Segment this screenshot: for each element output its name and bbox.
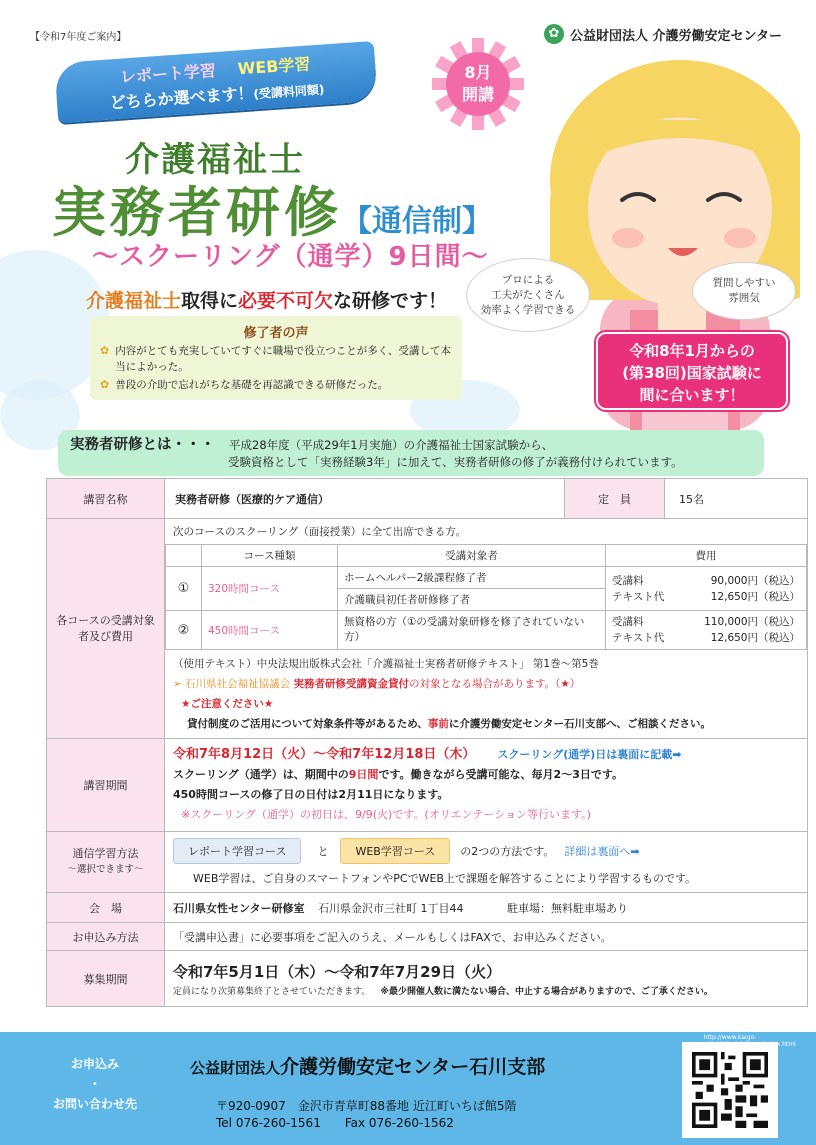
footer-org-prefix: 公益財団法人 xyxy=(190,1059,281,1077)
voice-item xyxy=(100,377,452,393)
venue-label: 会 場 xyxy=(47,893,165,923)
bubble-line: 効率よく学習できる xyxy=(480,303,576,316)
fee-value: 90,000円（税込） xyxy=(710,574,800,587)
report-course-chip: レポート学習コース xyxy=(173,838,301,864)
org-logo-text: 公益財団法人 介護労働安定センター xyxy=(569,28,782,44)
loan-highlight: 実務者研修受講資金貸付 xyxy=(293,678,409,690)
title-line1: 介護福祉士 xyxy=(125,140,305,180)
col-fee: 費用 xyxy=(606,545,807,567)
period-line3: 450時間コースの修了日の日付は2月11日になります。 xyxy=(173,788,449,801)
footer-inquiry: お問い合わせ先 xyxy=(52,1097,137,1111)
footer-contact xyxy=(216,1098,517,1132)
course-target: 介護職員初任者研修修了者 xyxy=(338,589,606,611)
voice-text: 普段の介助で忘れがちな基礎を再認識できる研修だった。 xyxy=(115,379,389,391)
leaf-mark-icon: ✿ xyxy=(544,24,564,44)
method-and: と xyxy=(317,845,329,858)
exam-eligibility-badge xyxy=(596,332,788,410)
bubble-line: 雰囲気 xyxy=(728,292,760,304)
apply-label: お申込み方法 xyxy=(47,923,165,951)
course-number: ② xyxy=(166,611,202,650)
footer-apply: お申込み xyxy=(70,1057,119,1071)
tagline-part: 必要不可欠 xyxy=(238,290,334,312)
venue-address: 石川県金沢市三社町 1丁目44 xyxy=(318,901,464,915)
method-detail-link[interactable]: 詳細は裏面へ➡ xyxy=(564,845,640,858)
course-fee-table xyxy=(165,544,807,650)
bubble-line: 工夫がたくさん xyxy=(491,288,565,301)
method-label-sub: ～選択できます～ xyxy=(67,864,144,875)
exam-line: (第38回)国家試験に xyxy=(622,364,762,382)
textbook-info: （使用テキスト）中央法規出版株式会社「介護福祉士実務者研修テキスト」 第1巻～第5巻 xyxy=(173,658,599,670)
tagline-part: な研修です！ xyxy=(333,290,448,312)
fee-value: 12,650円（税込） xyxy=(710,632,800,644)
what-is-label: 実務者研修とは・・・ xyxy=(70,437,215,453)
capacity-value: 15名 xyxy=(665,479,808,519)
period-line2: です。働きながら受講可能な、毎月2～3日です。 xyxy=(378,768,623,781)
what-is-line2: 受験資格として「実務経験3年」に加えて、実務者研修の修了が義務付けられています。 xyxy=(228,455,683,469)
recruit-note: 定員になり次第募集終了とさせていただきます。 xyxy=(173,986,371,997)
org-logo xyxy=(544,24,782,44)
course-target: 無資格の方（①の受講対象研修を修了されていない方） xyxy=(338,611,606,650)
contact-footer xyxy=(0,1032,816,1145)
course-type-name: 320時間コース xyxy=(202,567,338,611)
what-is-line1: 平成28年度（平成29年1月実施）の介護福祉士国家試験から、 xyxy=(229,438,554,452)
start-month-badge xyxy=(432,38,524,130)
fee-label: テキスト代 xyxy=(612,632,665,644)
caution-text: 貸付制度のご活用について対象条件等があるため、 xyxy=(187,718,428,730)
caution-heading: ★ご注意ください★ xyxy=(181,698,274,710)
course-type-name: 450時間コース xyxy=(202,611,338,650)
period-note: ※スクーリング（通学）の初日は、9/9(火)です。(オリエンテーション等行います。) xyxy=(181,808,591,821)
capacity-label: 定 員 xyxy=(565,479,665,519)
footer-org xyxy=(190,1052,545,1079)
option-report: レポート学習 xyxy=(119,61,217,87)
schooling-subtitle: ～スクーリング（通学）9日間～ xyxy=(92,242,489,272)
notice-label: 【令和7年度ご案内】 xyxy=(30,32,127,43)
tagline xyxy=(86,286,447,313)
course-title-sub: 【通信制】 xyxy=(342,204,492,239)
flower-bullet-icon: ✿ xyxy=(100,344,110,357)
course-info-table xyxy=(46,478,808,1007)
col-target: 受講対象者 xyxy=(338,545,606,567)
course-title-main: 実務者研修 xyxy=(52,181,342,244)
period-dates: 令和7年8月12日（火）～令和7年12月18日（木） xyxy=(173,747,476,762)
exam-line: 令和8年1月からの xyxy=(629,342,755,360)
course-name-value: 実務者研修（医療的ケア通信） xyxy=(165,479,565,519)
ribbon-note: (受講料同額) xyxy=(252,82,325,102)
ribbon-line2: どちらか選べます！ xyxy=(109,83,255,113)
fee-value: 12,650円（税込） xyxy=(710,590,800,603)
voice-text: 内容がとても充実していてすぐに職場で役立つことが多く、受講して本当によかった。 xyxy=(115,345,452,373)
tagline-part: 介護福祉士 xyxy=(86,290,182,312)
web-course-chip: WEB学習コース xyxy=(340,838,450,864)
col-course-type: コース種類 xyxy=(202,545,338,567)
exam-line: 間に合います！ xyxy=(639,386,745,404)
loan-suffix: の対象となる場合があります。（★） xyxy=(408,678,581,690)
caution-text: に介護労働安定センター石川支部へ、ご相談ください。 xyxy=(448,718,711,730)
fee-label: 受講料 xyxy=(612,574,644,587)
footer-dot: ・ xyxy=(88,1077,101,1091)
badge-start: 開講 xyxy=(461,85,494,104)
web-description: WEB学習は、ご自身のスマートフォンやPCでWEB上で課題を解答することにより学習するものです。 xyxy=(193,872,697,885)
recruit-note-bold: ※最少開催人数に満たない場合、中止する場合がありますので、ご了承ください。 xyxy=(380,986,713,997)
fee-label: 受講料 xyxy=(612,616,644,628)
schooling-days-link[interactable]: スクーリング(通学)日は裏面に記載➡ xyxy=(497,748,682,761)
method-label: 通信学習方法 xyxy=(72,847,139,860)
apply-text: 「受講申込書」に必要事項をご記入のうえ、メールもしくはFAXで、お申込みください。 xyxy=(165,923,808,951)
period-label: 講習期間 xyxy=(47,739,165,832)
qr-code-icon[interactable] xyxy=(682,1034,796,1138)
course-target: ホームヘルパー2級課程修了者 xyxy=(338,567,606,589)
tagline-part: 取得に xyxy=(181,290,239,312)
recruit-dates: 令和7年5月1日（木）～令和7年7月29日（火） xyxy=(173,962,502,981)
qr-pattern xyxy=(692,1052,768,1128)
flower-bullet-icon: ✿ xyxy=(100,378,110,391)
venue-name: 石川県女性センター研修室 xyxy=(173,901,305,915)
footer-org-name: 介護労働安定センター石川支部 xyxy=(280,1056,546,1078)
eligibility-label: 各コースの受講対象者及び費用 xyxy=(47,519,165,739)
footer-phone-fax: Tel 076-260-1561 Fax 076-260-1562 xyxy=(216,1116,454,1130)
parking-info: 駐車場：無料駐車場あり xyxy=(507,901,629,915)
bubble-line: 質問しやすい xyxy=(712,277,776,289)
period-line2-highlight: 9日間 xyxy=(348,768,379,781)
course-name-label: 講習名称 xyxy=(47,479,165,519)
recruit-label: 募集期間 xyxy=(47,951,165,1007)
what-is-training-box xyxy=(58,430,764,476)
speech-bubble-atmosphere xyxy=(692,262,796,320)
voices-heading: 修了者の声 xyxy=(243,326,309,341)
option-web: WEB学習 xyxy=(237,54,312,79)
bubble-line: プロによる xyxy=(501,273,555,286)
period-line2: スクーリング（通学）は、期間中の xyxy=(173,768,349,781)
voice-item xyxy=(100,343,452,375)
qr-url: http://www.kaigo-center.or.jp/shibu/ishikawa/index.html xyxy=(682,1034,796,1048)
badge-month: 8月 xyxy=(464,63,492,82)
course-number: ① xyxy=(166,567,202,611)
learning-option-ribbon xyxy=(54,41,377,123)
fee-value: 110,000円（税込） xyxy=(704,616,800,628)
graduate-voices xyxy=(90,316,462,400)
fee-label: テキスト代 xyxy=(612,590,665,603)
loan-prefix: ➢ 石川県社会福祉協議会 xyxy=(173,678,294,690)
caution-text-emphasis: 事前 xyxy=(427,718,449,730)
method-tail: の2つの方法です。 xyxy=(460,845,555,858)
footer-address: 〒920-0907 金沢市青草町88番地 近江町いちば館5階 xyxy=(216,1099,517,1113)
eligibility-intro: 次のコースのスクーリング（面接授業）に全て出席できる方。 xyxy=(173,526,467,538)
speech-bubble-pro xyxy=(466,258,590,332)
